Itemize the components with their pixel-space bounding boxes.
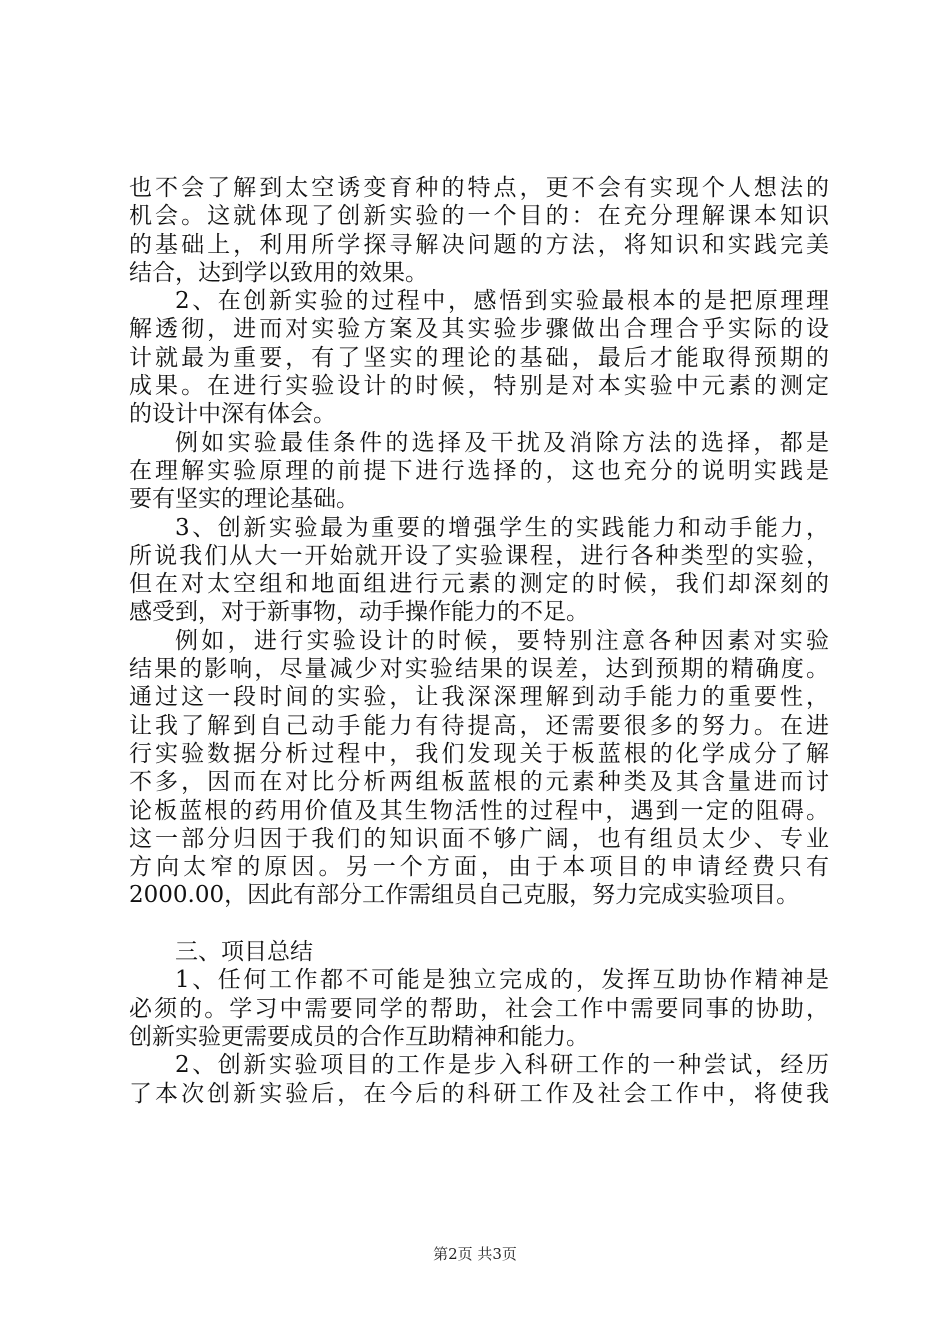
text-line: 这一部分归因于我们的知识面不够广阔，也有组员太少、专业 bbox=[129, 825, 829, 852]
text-line: 所说我们从大一开始就开设了实验课程，进行各种类型的实验， bbox=[129, 542, 829, 569]
text-line: 必须的。学习中需要同学的帮助，社会工作中需要同事的协助， bbox=[129, 995, 829, 1022]
text-line: 论板蓝根的药用价值及其生物活性的过程中，遇到一定的阻碍。 bbox=[129, 797, 829, 824]
text-line: 解透彻，进而对实验方案及其实验步骤做出合理合乎实际的设 bbox=[129, 316, 829, 343]
text-line: 2、创新实验项目的工作是步入科研工作的一种尝试，经历 bbox=[175, 1052, 829, 1079]
paragraph-gap bbox=[129, 910, 829, 938]
text-line: 行实验数据分析过程中，我们发现关于板蓝根的化学成分了解 bbox=[129, 740, 829, 767]
text-line: 创新实验更需要成员的合作互助精神和能力。 bbox=[129, 1023, 589, 1050]
text-line: 例如实验最佳条件的选择及干扰及消除方法的选择，都是 bbox=[175, 429, 829, 456]
text-line: 感受到，对于新事物，动手操作能力的不足。 bbox=[129, 599, 589, 626]
text-line: 机会。这就体现了创新实验的一个目的：在充分理解课本知识 bbox=[129, 203, 829, 230]
document-body bbox=[129, 174, 829, 1108]
text-line: 结合，达到学以致用的效果。 bbox=[129, 259, 428, 286]
text-line: 2、在创新实验的过程中，感悟到实验最根本的是把原理理 bbox=[175, 288, 829, 315]
text-line: 方向太窄的原因。另一个方面，由于本项目的申请经费只有 bbox=[129, 854, 829, 881]
text-line: 通过这一段时间的实验，让我深深理解到动手能力的重要性， bbox=[129, 684, 829, 711]
text-line: 2000.00，因此有部分工作需组员自己克服，努力完成实验项目。 bbox=[129, 882, 800, 909]
text-line: 在理解实验原理的前提下进行选择的，这也充分的说明实践是 bbox=[129, 457, 829, 484]
text-line: 不多，因而在对比分析两组板蓝根的元素种类及其含量进而讨 bbox=[129, 769, 829, 796]
text-line: 的基础上，利用所学探寻解决问题的方法，将知识和实践完美 bbox=[129, 231, 829, 258]
text-line: 三、项目总结 bbox=[175, 939, 313, 966]
text-line: 让我了解到自己动手能力有待提高，还需要很多的努力。在进 bbox=[129, 712, 829, 739]
page-footer: 第2页 共3页 bbox=[433, 1245, 517, 1263]
text-line: 的设计中深有体会。 bbox=[129, 401, 336, 428]
text-line: 例如，进行实验设计的时候，要特别注意各种因素对实验 bbox=[175, 627, 829, 654]
text-line: 也不会了解到太空诱变育种的特点，更不会有实现个人想法的 bbox=[129, 175, 829, 201]
text-line: 成果。在进行实验设计的时候，特别是对本实验中元素的测定 bbox=[129, 373, 829, 400]
text-line: 了本次创新实验后，在今后的科研工作及社会工作中，将使我 bbox=[129, 1080, 829, 1107]
text-line: 1、任何工作都不可能是独立完成的，发挥互助协作精神是 bbox=[175, 967, 829, 994]
text-line: 要有坚实的理论基础。 bbox=[129, 486, 359, 513]
text-line: 结果的影响，尽量减少对实验结果的误差，达到预期的精确度。 bbox=[129, 656, 829, 683]
text-line: 但在对太空组和地面组进行元素的测定的时候，我们却深刻的 bbox=[129, 571, 829, 598]
text-line: 3、创新实验最为重要的增强学生的实践能力和动手能力， bbox=[175, 514, 829, 541]
text-line: 计就最为重要，有了坚实的理论的基础，最后才能取得预期的 bbox=[129, 344, 829, 371]
